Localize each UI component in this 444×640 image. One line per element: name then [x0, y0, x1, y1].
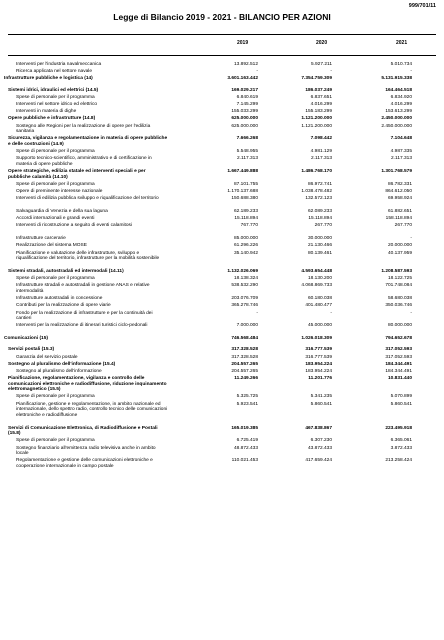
value-2019: 7.000.000 [236, 323, 258, 329]
row-label: Servizi di Comunicazione Elettronica, di Radiodiffusione e Postali (15.8) [8, 425, 158, 437]
value-2020: 316.777.539 [305, 354, 332, 360]
value-2019: 5.923.541 [236, 401, 258, 407]
row-label: Comunicazioni (15) [4, 336, 48, 342]
row-label: Garanzia del servizio postale [16, 354, 78, 360]
value-2021: 701.748.084 [385, 283, 412, 289]
value-2019: 150.688.380 [231, 196, 258, 202]
value-2020: 30.000.000 [307, 236, 332, 242]
row-label: Interventi per l'industria navalmeccanica [16, 62, 102, 67]
value-2019: 35.140.942 [233, 250, 258, 256]
row-label: Spese di personale per il programma [16, 181, 95, 187]
value-2020: 5.927.211 [311, 62, 332, 67]
value-2021: 40.137.959 [387, 250, 412, 256]
value-2019: 110.021.453 [231, 458, 258, 464]
value-2020: - [330, 310, 332, 316]
value-2021: 794.652.678 [385, 336, 412, 342]
value-2019: 625.000.000 [231, 116, 258, 122]
value-2021: 5.070.899 [390, 394, 412, 400]
value-2019: 746.568.484 [231, 336, 258, 342]
value-2020: 183.954.224 [305, 368, 332, 374]
value-2019: 7.666.268 [236, 136, 258, 142]
page-title: Legge di Bilancio 2019 - 2021 - BILANCIO PER AZIONI [113, 12, 331, 22]
value-2020: 6.837.651 [310, 94, 332, 100]
action-row [0, 95, 444, 102]
value-2021: 153.613.299 [385, 109, 412, 115]
row-label: Sostegno al pluralismo dell'informazione (15.4) [8, 361, 116, 367]
value-2021: 223.495.918 [385, 425, 412, 431]
action-row [0, 303, 444, 310]
action-row [0, 156, 444, 169]
value-2021: 6.365.061 [390, 438, 412, 444]
value-2020: 417.659.424 [305, 458, 332, 464]
row-label: Interventi di edilizia pubblica sviluppo e riqualificazione del territorio [16, 196, 159, 202]
value-2020: 2.117.313 [311, 156, 332, 162]
value-2019: - [256, 310, 258, 316]
value-2020: 186.037.249 [305, 87, 332, 93]
value-2019: 5.548.955 [236, 149, 258, 155]
row-label: Spese di personale per il programma [16, 276, 95, 282]
value-2021: - [410, 69, 412, 75]
value-2020: 45.000.000 [307, 323, 332, 329]
value-2021: 317.052.593 [385, 347, 412, 353]
value-2020: 1.038.478.482 [301, 189, 332, 195]
value-2020: 132.572.123 [305, 196, 332, 202]
value-2021: 18.122.725 [387, 276, 412, 282]
value-2020: 467.838.867 [305, 425, 332, 431]
action-row [0, 438, 444, 445]
year-header-2021: 2021 [396, 40, 408, 46]
value-2019: 6.725.419 [236, 438, 258, 444]
budget-table [0, 62, 444, 471]
value-2021: 184.344.491 [385, 368, 412, 374]
header-top-rule [8, 34, 436, 35]
row-label: Opere pubbliche e infrastrutture (14.8) [8, 116, 96, 122]
program-row [0, 88, 444, 95]
value-2019: 13.892.512 [233, 62, 258, 67]
row-label: Pianificazione e valutazione delle infrastrutture, sviluppo e riqualificazione del territorio, infrastrutture per la mobilità sostenibile [16, 250, 160, 262]
row-label: Spese di personale per il programma [16, 94, 95, 100]
value-2021: - [410, 310, 412, 316]
value-2021: 184.344.491 [385, 361, 412, 367]
value-2021: 20.000.000 [387, 243, 412, 249]
value-2020: 4.068.869.733 [301, 283, 332, 289]
value-2019: 61.296.226 [233, 243, 258, 249]
value-2021: 5.860.541 [390, 401, 412, 407]
value-2020: 43.872.433 [307, 445, 332, 451]
value-2020: 80.139.461 [307, 250, 332, 256]
value-2021: 1.301.768.579 [381, 169, 412, 175]
program-row [0, 426, 444, 439]
row-label: Ricerca applicata nel settore navale [16, 69, 92, 75]
value-2021: 61.882.651 [387, 209, 412, 215]
value-2020: 267.770 [314, 223, 332, 229]
row-label: Sistemi stradali, autostradali ed intermodali (14.11) [8, 268, 124, 274]
value-2020: 183.954.224 [305, 361, 332, 367]
value-2020: 15.118.894 [308, 216, 332, 222]
value-2021: 350.036.746 [385, 303, 412, 309]
year-header-2020: 2020 [316, 40, 328, 46]
value-2020: 5.341.235 [310, 394, 332, 400]
value-2019: 85.000.000 [233, 236, 258, 242]
value-2019: 15.118.894 [234, 216, 258, 222]
value-2019: 18.138.324 [233, 276, 258, 282]
action-row [0, 124, 444, 137]
value-2021: 158.118.894 [385, 216, 412, 222]
value-2020: 60.180.038 [307, 296, 332, 302]
action-row [0, 402, 444, 426]
value-2020: 11.201.776 [308, 376, 332, 382]
value-2019: 1.170.137.688 [227, 189, 258, 195]
header-bottom-rule [8, 55, 436, 56]
value-2020: 1.486.768.170 [301, 169, 332, 175]
row-label: Spese di personale per il programma [16, 149, 95, 155]
value-2021: 5.010.734 [390, 62, 412, 67]
row-label: Spese di personale per il programma [16, 438, 95, 444]
action-row [0, 283, 444, 296]
action-row [0, 311, 444, 324]
value-2021: 4.016.299 [390, 101, 412, 107]
value-2021: 1.208.587.593 [381, 268, 412, 274]
program-row [0, 376, 444, 394]
value-2021: 58.680.038 [387, 296, 412, 302]
value-2019: 203.076.709 [231, 296, 258, 302]
value-2021: 213.258.424 [385, 458, 412, 464]
value-2019: 365.278.746 [231, 303, 258, 309]
row-label: Salvaguardia di Venezia e della sua laguna [16, 209, 108, 215]
row-label: Fondo per la realizzazione di infrastrutture e per la continuità dei cantieri [16, 310, 153, 322]
value-2020: 86.972.741 [307, 181, 332, 187]
row-label: Interventi per la realizzazione di itinerari turistici ciclo-pedonali [16, 323, 148, 329]
row-label: Interventi di ricostruzione a seguito di eventi calamitosi [16, 223, 132, 229]
row-label: Infrastrutture autostradali in concessione [16, 296, 103, 302]
value-2019: 2.117.313 [237, 156, 258, 162]
value-2019: 317.328.528 [231, 347, 258, 353]
row-label: Infrastrutture pubbliche e logistica (14) [4, 76, 93, 82]
value-2019: 538.532.290 [231, 283, 258, 289]
row-label: Infrastrutture carcerarie [16, 236, 66, 242]
value-2019: 1.667.449.888 [227, 169, 258, 175]
value-2021: 7.104.648 [390, 136, 412, 142]
value-2019: 204.557.265 [231, 361, 258, 367]
value-2020: 6.307.230 [310, 438, 332, 444]
value-2019: 7.145.299 [236, 101, 258, 107]
value-2021: 10.831.440 [387, 376, 412, 382]
value-2020: 1.121.200.000 [301, 123, 332, 129]
value-2019: 165.019.385 [231, 425, 258, 431]
value-2020: 155.183.299 [305, 109, 332, 115]
value-2020: 21.130.466 [307, 243, 332, 249]
value-2020: 7.098.442 [310, 136, 332, 142]
document-id: 999/701/11 [408, 3, 436, 9]
value-2020: 4.981.129 [310, 149, 332, 155]
program-row [0, 136, 444, 149]
mission-row [0, 76, 444, 83]
value-2021: 80.000.000 [387, 323, 412, 329]
action-row [0, 182, 444, 189]
value-2019: 11.249.266 [234, 376, 258, 382]
value-2019: 317.328.528 [231, 354, 258, 360]
value-2019: 3.601.163.442 [227, 76, 258, 82]
program-row [0, 169, 444, 182]
value-2021: 267.770 [394, 223, 412, 229]
row-label: Spese di personale per il programma [16, 394, 95, 400]
row-label: Opere di preminente interesse nazionale [16, 189, 103, 195]
value-2019: 625.000.000 [231, 123, 258, 129]
value-2020: 1.026.018.309 [301, 336, 332, 342]
value-2020: 1.121.200.000 [301, 116, 332, 122]
mission-row [0, 336, 444, 343]
value-2021: 317.052.593 [385, 354, 412, 360]
value-2020: 18.130.200 [307, 276, 332, 282]
value-2019: 204.557.265 [231, 368, 258, 374]
value-2021: 2.117.313 [391, 156, 412, 162]
value-2020: - [330, 69, 332, 75]
row-label: Regolamentazione e gestione delle comunicazioni elettroniche e cooperazione internazionale in campo postale [16, 458, 153, 470]
value-2019: 48.872.433 [233, 445, 258, 451]
program-row [0, 362, 444, 369]
value-2020: 401.480.477 [305, 303, 332, 309]
action-row [0, 243, 444, 250]
value-2019: 155.033.299 [231, 109, 258, 115]
row-label: Interventi in materia di dighe [16, 109, 77, 115]
value-2021: 5.131.915.338 [381, 76, 412, 82]
row-label: Sostegno finanziario all'emittenza radio televisiva anche in ambito locale [16, 445, 156, 457]
value-2019: - [256, 69, 258, 75]
row-label: Infrastrutture stradali e autostradali in gestione ANAS e relative intermodalità [16, 283, 150, 294]
value-2021: 86.782.331 [387, 181, 412, 187]
row-label: Sostegno al pluralismo dell'informazione [16, 368, 102, 374]
value-2019: 5.325.725 [236, 394, 258, 400]
value-2021: 164.464.518 [385, 87, 412, 93]
action-row [0, 355, 444, 362]
value-2020: 5.860.541 [310, 401, 332, 407]
action-row [0, 458, 444, 471]
value-2020: 4.016.299 [310, 101, 332, 107]
action-row [0, 196, 444, 209]
row-label: Pianificazione, gestione e regolamentazione, in ambito nazionale ed internazionale, dello spettro radio, controllo tecnico delle comunicazioni elettroniche e radiodiffusione [16, 401, 168, 418]
row-label: Accordi internazionali e grandi eventi [16, 216, 95, 222]
row-label: Sicurezza, vigilanza e regolamentazione in materia di opere pubbliche e delle costruzioni (14.9) [8, 136, 168, 147]
row-label: Sistemi idrici, idraulici ed elettrici (14.5) [8, 87, 99, 93]
value-2019: 62.189.233 [233, 209, 258, 215]
value-2021: 69.958.924 [387, 196, 412, 202]
value-2019: 6.840.619 [236, 94, 258, 100]
value-2021: 3.872.433 [390, 445, 412, 451]
year-header-2019: 2019 [237, 40, 249, 46]
action-row [0, 251, 444, 269]
row-label: Sostegno alle Regioni per la realizzazione di opere per l'edilizia sanitaria [16, 123, 151, 135]
value-2021: 2.450.000.000 [381, 123, 412, 129]
value-2019: 767.770 [240, 223, 258, 229]
program-row [0, 347, 444, 354]
value-2020: 4.593.654.448 [301, 268, 332, 274]
value-2020: 62.089.233 [307, 209, 332, 215]
action-row [0, 446, 444, 459]
value-2021: - [410, 236, 412, 242]
row-label: Realizzazione del sistema MOSE [16, 243, 87, 249]
row-label: Supporto tecnico-scientifico, amministrativo e di certificazione in materia di opere pubbliche [16, 156, 152, 167]
value-2019: 87.101.755 [233, 181, 258, 187]
action-row [0, 223, 444, 236]
row-label: Opere strategiche, edilizia statale ed interventi speciali e per pubbliche calamità (14.10) [8, 169, 146, 180]
action-row [0, 369, 444, 376]
value-2021: 4.987.335 [390, 149, 412, 155]
value-2021: 2.450.000.000 [381, 116, 412, 122]
program-row [0, 116, 444, 123]
row-label: Pianificazione, regolamentazione, vigilanza e controllo delle comunicazioni elettroniche e radiodiffusione, riduzione inquinamento elettromagnetico (15.5) [8, 376, 167, 393]
value-2019: 169.029.217 [231, 87, 258, 93]
row-label: Interventi nel settore idrico ed elettrico [16, 101, 98, 107]
action-row [0, 394, 444, 401]
action-row [0, 323, 444, 336]
value-2021: 6.834.920 [390, 94, 412, 100]
row-label: Contributi per la realizzazione di opere viarie [16, 303, 111, 309]
value-2020: 316.777.539 [305, 347, 332, 353]
value-2019: 1.132.026.069 [227, 268, 258, 274]
row-label: Servizi postali (15.3) [8, 347, 55, 353]
value-2021: 864.612.050 [385, 189, 412, 195]
value-2020: 7.354.759.309 [301, 76, 332, 82]
